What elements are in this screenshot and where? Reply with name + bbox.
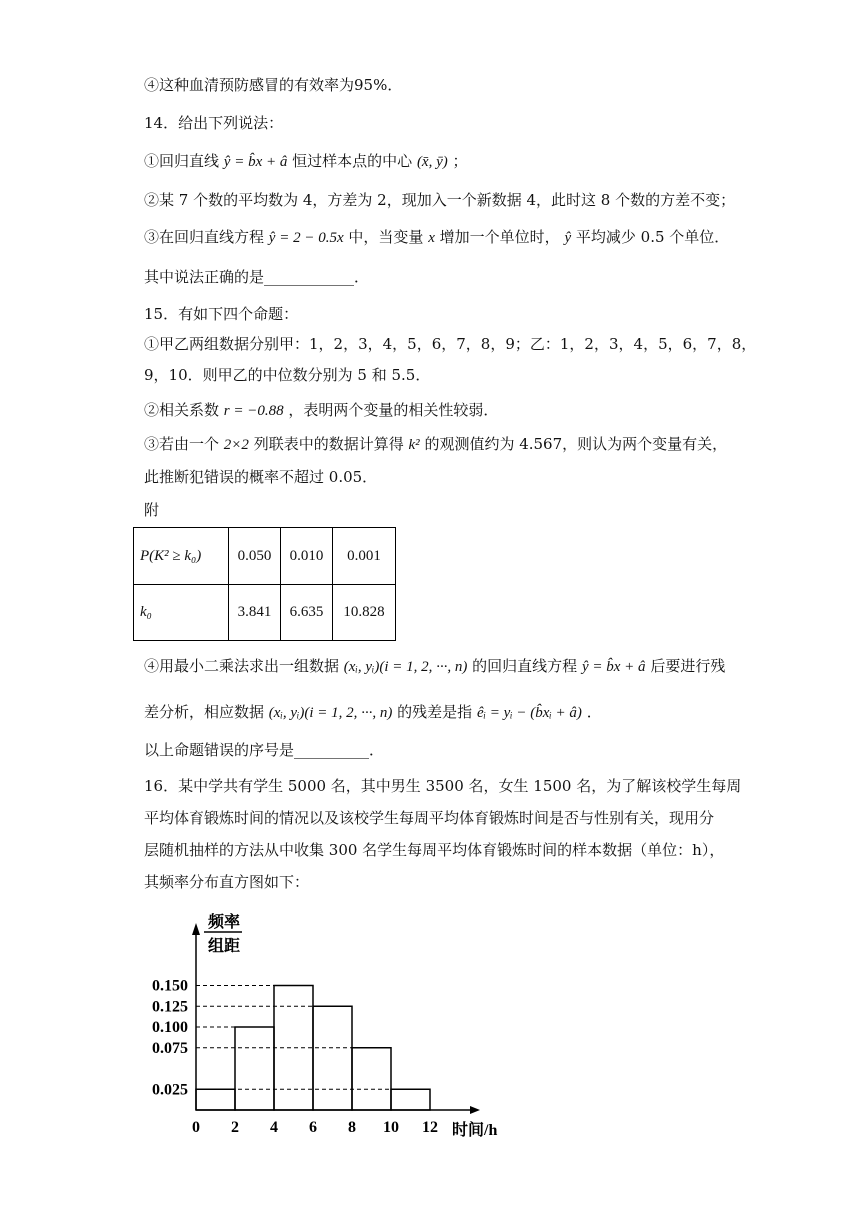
x-tick-label: 2 [231, 1119, 239, 1136]
q15-statement-2: ②相关系数 r = −0.88 ，表明两个变量的相关性较弱． [144, 401, 499, 419]
y-axis-label-bottom: 组距 [208, 938, 241, 955]
y-axis-label-top: 频率 [208, 914, 241, 931]
q14-statement-2: ②某 7 个数的平均数为 4，方差为 2，现加入一个新数据 4，此时这 8 个数的方差不变； [144, 191, 736, 209]
q14-title: 14．给出下列说法： [144, 114, 284, 132]
item-4-efficacy: ④这种血清预防感冒的有效率为95%． [144, 76, 403, 94]
q15-statement-4a: ④用最小二乘法求出一组数据 (xᵢ, yᵢ)(i = 1, 2, ···, n) 的回归直线方程 ŷ = b̂x + â 后要进行残 [144, 657, 726, 675]
table-cell: 10.828 [333, 585, 396, 641]
y-tick-label: 0.075 [152, 1039, 188, 1057]
x-tick-label: 6 [309, 1119, 317, 1136]
table-row-label: k₀ [134, 585, 229, 641]
table-row [134, 585, 396, 641]
x-tick-label: 10 [383, 1119, 399, 1136]
q16-text-1: 16．某中学共有学生 5000 名，其中男生 3500 名，女生 1500 名，为了解该校学生每周 [144, 777, 742, 795]
histogram-bar [235, 1027, 274, 1110]
histogram-bar [313, 1006, 352, 1110]
table-cell: 0.050 [229, 528, 281, 585]
y-axis-arrow [192, 923, 200, 935]
table-cell: 6.635 [281, 585, 333, 641]
table-cell: 0.001 [333, 528, 396, 585]
q15-statement-3a: ③若由一个 2×2 列联表中的数据计算得 k² 的观测值约为 4.567，则认为两个变量有关， [144, 435, 728, 453]
q16-text-3: 层随机抽样的方法从中收集 300 名学生每周平均体育锻炼时间的样本数据（单位：h）， [144, 841, 725, 859]
q15-statement-1a: ①甲乙两组数据分别甲：1，2，3，4，5，6，7，8，9；乙：1，2，3，4，5，6，7，8， [144, 335, 757, 353]
table-header-label: P(K² ≥ k₀) [134, 528, 229, 585]
appendix-label: 附 [144, 501, 160, 519]
y-tick-label: 0.125 [152, 998, 188, 1016]
histogram-bar [352, 1048, 391, 1110]
q15-question: 以上命题错误的序号是__________． [144, 741, 385, 759]
q14-statement-3: ③在回归直线方程 ŷ = 2 − 0.5x 中，当变量 x 增加一个单位时， ŷ 平均减少 0.5 个单位． [144, 228, 730, 246]
q14-statement-1: ①回归直线 ŷ = b̂x + â 恒过样本点的中心 (x̄, ȳ) ； [144, 152, 468, 170]
x-axis-label: 时间/h [452, 1122, 498, 1139]
y-tick-label: 0.025 [152, 1081, 188, 1099]
q16-text-2: 平均体育锻炼时间的情况以及该校学生每周平均体育锻炼时间是否与性别有关，现用分 [144, 809, 715, 827]
table-row [134, 528, 396, 585]
x-tick-label: 4 [270, 1119, 278, 1136]
table-cell: 3.841 [229, 585, 281, 641]
q15-statement-1b: 9，10．则甲乙的中位数分别为 5 和 5.5． [144, 366, 431, 384]
q14-question: 其中说法正确的是____________． [144, 268, 370, 286]
q15-title: 15．有如下四个命题： [144, 305, 299, 323]
y-tick-label: 0.150 [152, 977, 188, 995]
critical-value-table [133, 527, 396, 641]
q16-text-4: 其频率分布直方图如下： [144, 873, 310, 891]
histogram-bar [274, 986, 313, 1111]
histogram-bar [196, 1089, 235, 1110]
table-cell: 0.010 [281, 528, 333, 585]
x-tick-label: 12 [422, 1119, 438, 1136]
histogram-bar [391, 1089, 430, 1110]
x-tick-label: 8 [348, 1119, 356, 1136]
x-tick-label: 0 [192, 1119, 200, 1136]
frequency-histogram [140, 905, 520, 1150]
q15-statement-3b: 此推断犯错误的概率不超过 0.05． [144, 468, 378, 486]
y-tick-label: 0.100 [152, 1019, 188, 1036]
q15-statement-4b: 差分析，相应数据 (xᵢ, yᵢ)(i = 1, 2, ···, n) 的残差是指 êᵢ = yᵢ − (b̂xᵢ + â) ． [144, 703, 602, 721]
x-axis-arrow [470, 1106, 480, 1114]
